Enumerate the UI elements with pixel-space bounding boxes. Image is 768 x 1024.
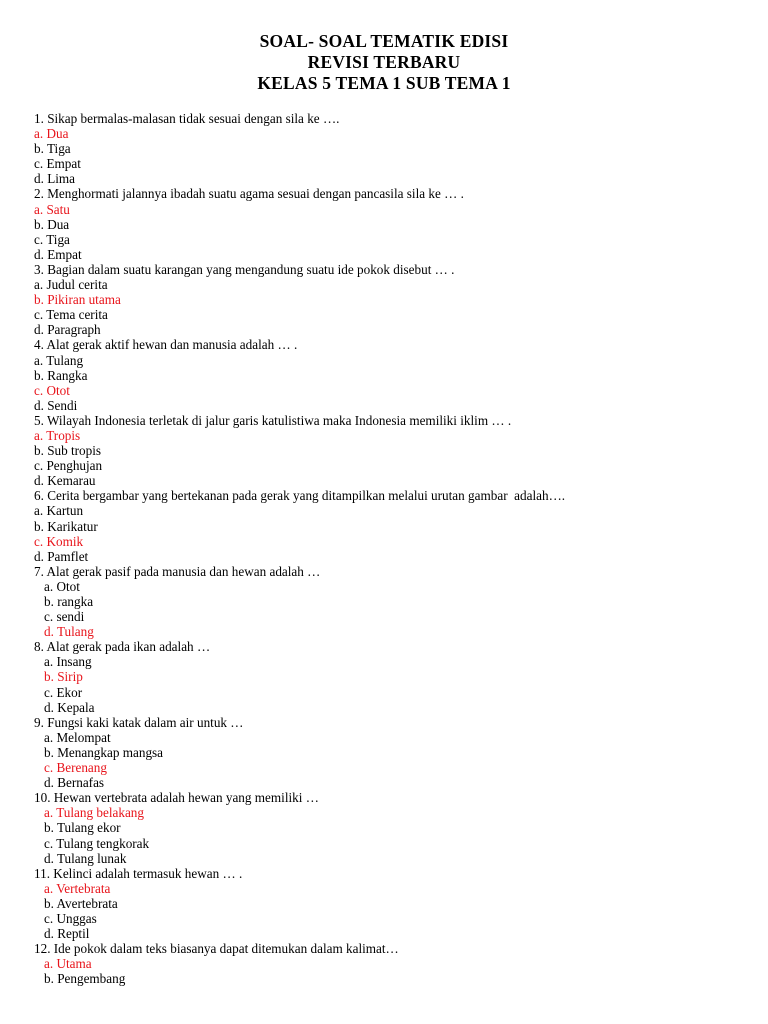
answer-option: c. sendi [44, 609, 85, 625]
answer-option: b. Sub tropis [34, 443, 102, 459]
answer-option-correct: c. Berenang [44, 760, 107, 776]
answer-option: d. Tulang lunak [44, 850, 127, 866]
question-text: 11. Kelinci adalah termasuk hewan … . [34, 865, 243, 881]
answer-option: b. Menangkap mangsa [44, 744, 164, 760]
answer-option: b. Tiga [34, 141, 71, 157]
answer-option: a. Insang [44, 654, 92, 670]
answer-option-correct: a. Dua [34, 126, 69, 142]
question-text: 3. Bagian dalam suatu karangan yang mengandung suatu ide pokok disebut … . [34, 261, 455, 277]
answer-option: d. Empat [34, 246, 82, 262]
answer-option-correct: c. Otot [34, 382, 70, 398]
answer-option: d. Kepala [44, 699, 95, 715]
answer-option-correct: a. Tulang belakang [44, 805, 144, 821]
title-line-3: KELAS 5 TEMA 1 SUB TEMA 1 [257, 73, 511, 93]
question-text: 12. Ide pokok dalam teks biasanya dapat ditemukan dalam kalimat… [34, 941, 399, 957]
question-text: 5. Wilayah Indonesia terletak di jalur garis katulistiwa maka Indonesia memiliki iklim … . [34, 412, 512, 428]
answer-option-correct: c. Komik [34, 533, 84, 549]
answer-option: d. Lima [34, 171, 76, 187]
title-line-2: REVISI TERBARU [307, 52, 461, 72]
answer-option: d. Pamflet [34, 548, 89, 564]
answer-option-correct: b. Sirip [44, 669, 83, 685]
answer-option-correct: a. Vertebrata [44, 880, 111, 896]
document-title [0, 31, 768, 94]
answer-option: c. Tiga [34, 231, 70, 247]
question-text: 10. Hewan vertebrata adalah hewan yang memiliki … [34, 790, 319, 806]
answer-option: a. Kartun [34, 503, 84, 519]
question-text: 1. Sikap bermalas-malasan tidak sesuai dengan sila ke …. [34, 111, 340, 126]
answer-option: b. rangka [44, 594, 94, 609]
question-list [34, 111, 748, 986]
answer-option: d. Kemarau [34, 473, 96, 489]
answer-option-correct: b. Pikiran utama [34, 292, 121, 308]
answer-option: c. Unggas [44, 910, 97, 926]
answer-option-correct: a. Tropis [34, 427, 81, 443]
answer-option: a. Judul cerita [34, 277, 108, 293]
answer-option: c. Tema cerita [34, 307, 108, 323]
answer-option: a. Otot [44, 578, 80, 594]
question-text: 9. Fungsi kaki katak dalam air untuk … [34, 714, 244, 730]
answer-option-correct: a. Satu [34, 201, 70, 217]
answer-option: b. Avertebrata [44, 895, 118, 911]
answer-option: d. Reptil [44, 926, 90, 942]
answer-option-correct: d. Tulang [44, 624, 94, 640]
answer-option: d. Paragraph [34, 322, 101, 338]
answer-option: b. Pengembang [44, 971, 126, 987]
answer-option: a. Melompat [44, 729, 111, 745]
question-text: 6. Cerita bergambar yang bertekanan pada gerak yang ditampilkan melalui urutan gambar adalah…. [34, 488, 566, 504]
answer-option: c. Ekor [44, 684, 83, 700]
answer-option: c. Empat [34, 156, 81, 172]
title-line-1: SOAL- SOAL TEMATIK EDISI [259, 31, 509, 51]
answer-option: b. Rangka [34, 367, 88, 383]
answer-option-correct: a. Utama [44, 956, 92, 972]
question-text: 4. Alat gerak aktif hewan dan manusia adalah … . [34, 337, 298, 353]
answer-option: c. Tulang tengkorak [44, 835, 150, 851]
answer-option: d. Sendi [34, 397, 78, 413]
answer-option: b. Tulang ekor [44, 820, 121, 836]
answer-option: d. Bernafas [44, 775, 105, 791]
question-text: 8. Alat gerak pada ikan adalah … [34, 639, 211, 655]
question-text: 2. Menghormati jalannya ibadah suatu agama sesuai dengan pancasila sila ke … . [34, 186, 464, 202]
answer-option: b. Dua [34, 216, 70, 232]
answer-option: c. Penghujan [34, 458, 103, 474]
answer-option: b. Karikatur [34, 518, 98, 534]
question-text: 7. Alat gerak pasif pada manusia dan hewan adalah … [34, 563, 321, 579]
answer-option: a. Tulang [34, 352, 84, 368]
